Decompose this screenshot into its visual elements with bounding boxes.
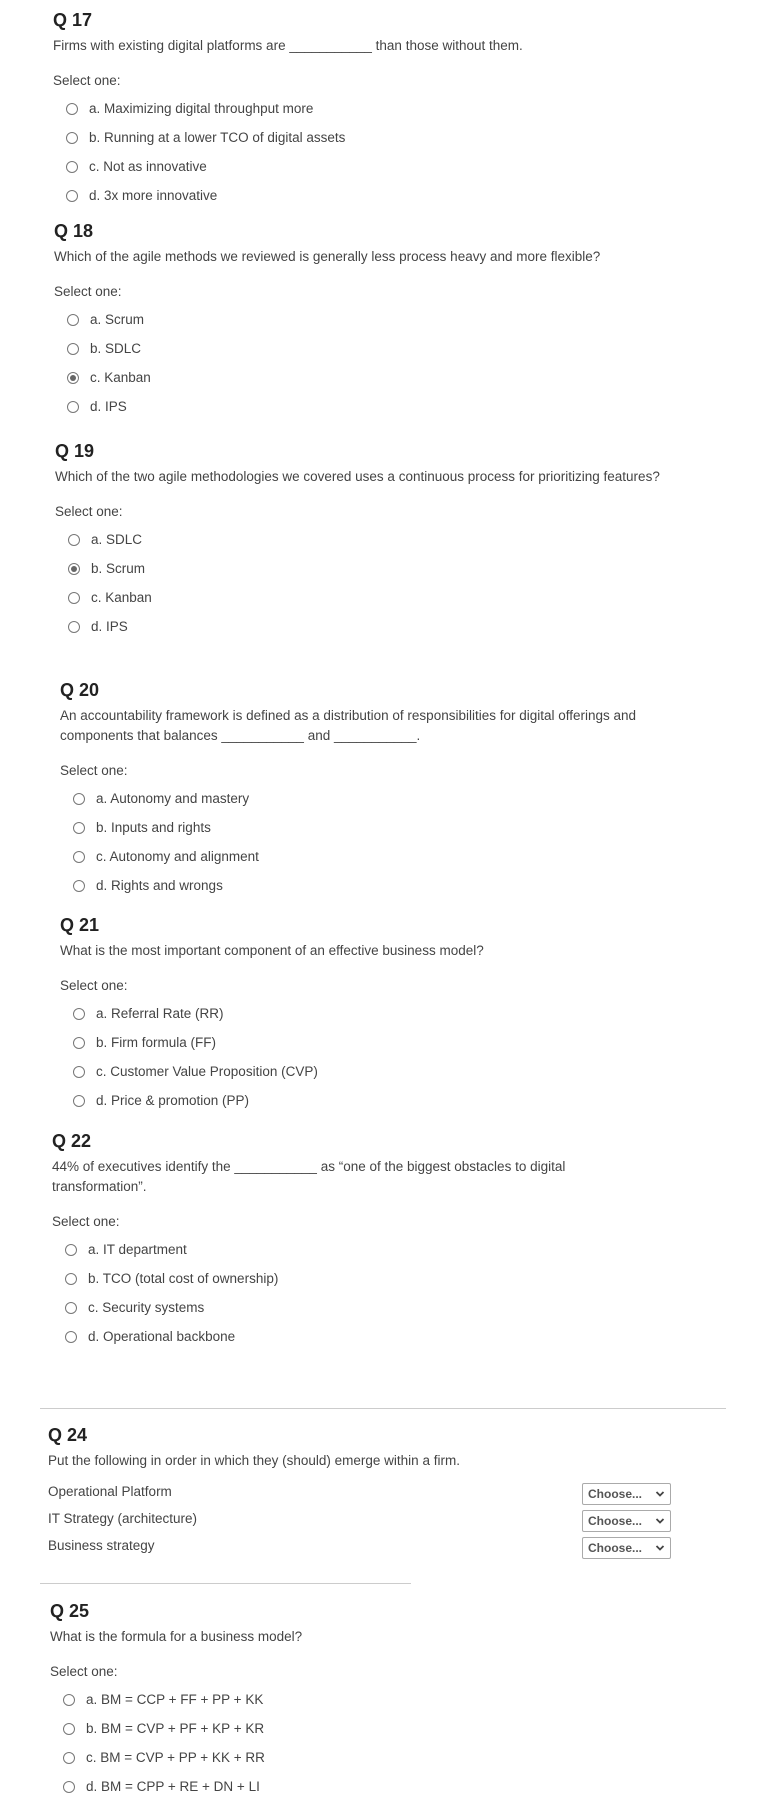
radio-button[interactable]: [67, 401, 79, 413]
option-label: a. IT department: [88, 1241, 187, 1257]
question-title: Q 18: [54, 221, 94, 241]
option-d[interactable]: [60, 871, 700, 900]
option-label: c. BM = CVP + PP + KK + RR: [86, 1749, 265, 1765]
option-label: b. Inputs and rights: [96, 819, 211, 835]
match-row: [48, 1510, 738, 1537]
option-b[interactable]: [54, 334, 734, 363]
select-one-label: Select one:: [60, 978, 128, 993]
radio-button[interactable]: [66, 132, 78, 144]
option-d[interactable]: [52, 1322, 652, 1351]
select-value: Choose...: [588, 1541, 643, 1555]
match-item-label: Operational Platform: [48, 1484, 172, 1499]
option-label: b. TCO (total cost of ownership): [88, 1270, 279, 1286]
divider: [40, 1408, 726, 1409]
option-label: c. Security systems: [88, 1299, 205, 1315]
answer-options: [50, 1685, 650, 1801]
option-label: b. Scrum: [91, 560, 146, 576]
option-d[interactable]: [54, 392, 734, 421]
question-25: [50, 1600, 650, 1801]
order-select[interactable]: [582, 1537, 671, 1559]
option-label: a. Referral Rate (RR): [96, 1005, 224, 1021]
option-label: d. Rights and wrongs: [96, 877, 223, 893]
option-b[interactable]: [55, 554, 675, 583]
radio-button-selected[interactable]: [67, 372, 79, 384]
question-title: Q 20: [60, 680, 100, 700]
option-label: d. IPS: [91, 618, 128, 634]
radio-button[interactable]: [73, 851, 85, 863]
radio-button[interactable]: [65, 1331, 77, 1343]
option-label: a. Autonomy and mastery: [96, 790, 250, 806]
question-text: Put the following in order in which they (should) emerge within a firm.: [48, 1453, 460, 1468]
option-label: b. SDLC: [90, 340, 142, 356]
option-label: c. Kanban: [90, 369, 151, 385]
option-a[interactable]: [53, 94, 733, 123]
radio-button[interactable]: [67, 343, 79, 355]
question-20: [60, 679, 700, 900]
option-label: d. Operational backbone: [88, 1328, 236, 1344]
option-b[interactable]: [60, 1028, 740, 1057]
option-d[interactable]: [60, 1086, 740, 1115]
select-value: Choose...: [588, 1487, 643, 1501]
question-title: Q 25: [50, 1601, 90, 1621]
answer-options: [52, 1235, 652, 1351]
radio-button[interactable]: [65, 1244, 77, 1256]
option-c[interactable]: [60, 842, 700, 871]
radio-button[interactable]: [73, 1037, 85, 1049]
option-label: a. Maximizing digital throughput more: [89, 100, 314, 116]
option-label: b. Running at a lower TCO of digital assets: [89, 129, 346, 145]
order-select[interactable]: [582, 1510, 671, 1532]
option-label: b. Firm formula (FF): [96, 1034, 216, 1050]
option-b[interactable]: [60, 813, 700, 842]
order-select[interactable]: [582, 1483, 671, 1505]
radio-button[interactable]: [73, 793, 85, 805]
answer-options: [53, 94, 733, 210]
radio-button[interactable]: [73, 880, 85, 892]
radio-button[interactable]: [65, 1302, 77, 1314]
question-title: Q 17: [53, 10, 93, 30]
option-b[interactable]: [52, 1264, 652, 1293]
option-label: c. Kanban: [91, 589, 152, 605]
option-label: c. Autonomy and alignment: [96, 848, 259, 864]
select-value: Choose...: [588, 1514, 643, 1528]
option-label: d. 3x more innovative: [89, 187, 218, 203]
option-b[interactable]: [53, 123, 733, 152]
question-24: [48, 1424, 738, 1564]
option-label: d. IPS: [90, 398, 127, 414]
option-a[interactable]: [54, 305, 734, 334]
radio-button[interactable]: [66, 103, 78, 115]
chevron-down-icon: [655, 1516, 665, 1526]
radio-button[interactable]: [73, 822, 85, 834]
option-label: a. Scrum: [90, 311, 145, 327]
option-d[interactable]: [50, 1772, 650, 1801]
match-row: [48, 1537, 738, 1564]
radio-button[interactable]: [68, 534, 80, 546]
question-title: Q 21: [60, 915, 100, 935]
question-text: 44% of executives identify the ___________ as “one of the biggest obstacles to digital transformation”.: [52, 1159, 566, 1194]
answer-options: [60, 999, 740, 1115]
option-b[interactable]: [50, 1714, 650, 1743]
radio-button[interactable]: [73, 1008, 85, 1020]
select-one-label: Select one:: [53, 73, 121, 88]
question-title: Q 22: [52, 1131, 92, 1151]
question-title: Q 19: [55, 441, 95, 461]
select-one-label: Select one:: [54, 284, 122, 299]
radio-button[interactable]: [68, 621, 80, 633]
question-22: [52, 1130, 652, 1351]
option-c[interactable]: [50, 1743, 650, 1772]
option-c[interactable]: [60, 1057, 740, 1086]
match-item-label: Business strategy: [48, 1538, 155, 1553]
option-label: b. BM = CVP + PF + KP + KR: [86, 1720, 265, 1736]
question-title: Q 24: [48, 1425, 88, 1445]
option-c[interactable]: [55, 583, 675, 612]
select-one-label: Select one:: [60, 763, 128, 778]
option-d[interactable]: [55, 612, 675, 641]
chevron-down-icon: [655, 1543, 665, 1553]
question-text: What is the most important component of an effective business model?: [60, 943, 484, 958]
select-one-label: Select one:: [50, 1664, 118, 1679]
match-item-label: IT Strategy (architecture): [48, 1511, 198, 1526]
option-a[interactable]: [52, 1235, 652, 1264]
question-text: An accountability framework is defined as a distribution of responsibilities for digital offerings and components that balances ___________ and ___________.: [60, 708, 637, 743]
question-18: [54, 220, 734, 421]
option-c[interactable]: [54, 363, 734, 392]
option-label: d. BM = CPP + RE + DN + LI: [86, 1778, 260, 1794]
answer-options: [55, 525, 675, 641]
answer-options: [54, 305, 734, 421]
radio-button[interactable]: [63, 1694, 75, 1706]
option-label: c. Not as innovative: [89, 158, 207, 174]
radio-button[interactable]: [66, 190, 78, 202]
option-label: a. BM = CCP + FF + PP + KK: [86, 1691, 264, 1707]
match-row: [48, 1483, 738, 1510]
question-text: Firms with existing digital platforms are ___________ than those without them.: [53, 38, 523, 53]
answer-options: [60, 784, 700, 900]
select-one-label: Select one:: [52, 1214, 120, 1229]
option-label: a. SDLC: [91, 531, 143, 547]
radio-button[interactable]: [63, 1752, 75, 1764]
option-c[interactable]: [52, 1293, 652, 1322]
option-label: d. Price & promotion (PP): [96, 1092, 250, 1108]
radio-button-selected[interactable]: [68, 563, 80, 575]
option-a[interactable]: [60, 999, 740, 1028]
radio-button[interactable]: [66, 161, 78, 173]
question-17: [53, 9, 733, 210]
radio-button[interactable]: [65, 1273, 77, 1285]
radio-button[interactable]: [68, 592, 80, 604]
radio-button[interactable]: [63, 1781, 75, 1793]
option-label: c. Customer Value Proposition (CVP): [96, 1063, 318, 1079]
radio-button[interactable]: [63, 1723, 75, 1735]
option-d[interactable]: [53, 181, 733, 210]
option-c[interactable]: [53, 152, 733, 181]
option-a[interactable]: [55, 525, 675, 554]
chevron-down-icon: [655, 1489, 665, 1499]
radio-button[interactable]: [67, 314, 79, 326]
question-text: Which of the two agile methodologies we covered uses a continuous process for prioritizing features?: [55, 469, 660, 484]
select-one-label: Select one:: [55, 504, 123, 519]
option-a[interactable]: [50, 1685, 650, 1714]
radio-button[interactable]: [73, 1095, 85, 1107]
divider: [40, 1583, 411, 1584]
question-text: Which of the agile methods we reviewed is generally less process heavy and more flexible?: [54, 249, 601, 264]
radio-button[interactable]: [73, 1066, 85, 1078]
question-19: [55, 440, 675, 641]
option-a[interactable]: [60, 784, 700, 813]
question-21: [60, 914, 740, 1115]
question-text: What is the formula for a business model?: [50, 1629, 303, 1644]
